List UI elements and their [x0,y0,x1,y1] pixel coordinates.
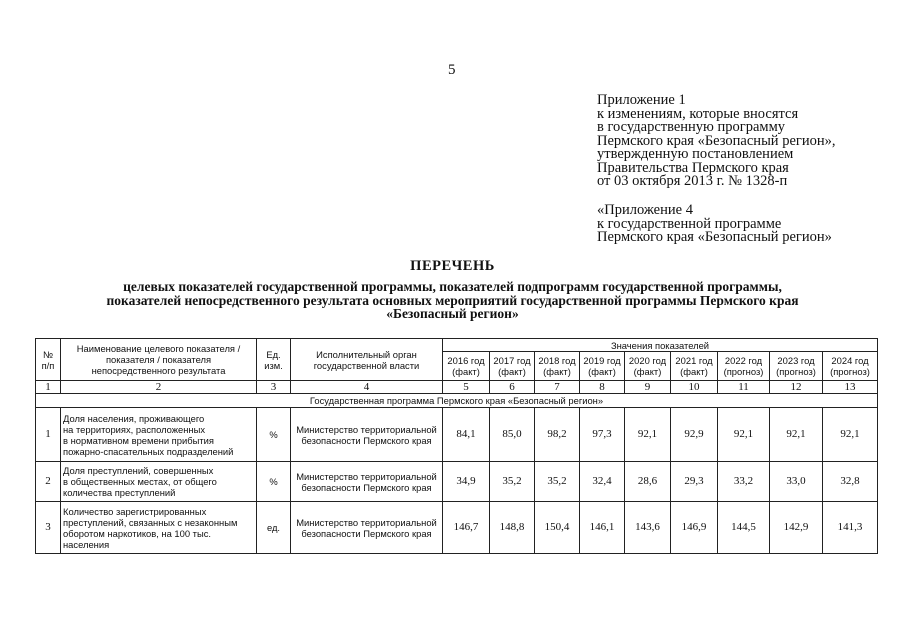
year-label: 2018 год [538,355,576,366]
header-executor [291,339,443,381]
year-label: 2017 год [493,355,531,366]
subtitle-line: показателей непосредственного результата основных мероприятий государственной программы Пермского края [106,292,799,308]
year-label: 2019 год [583,355,621,366]
indicator-name-line: пожарно-спасательных подразделений [63,445,234,457]
column-index: 3 [257,381,291,394]
column-index-row [36,381,878,394]
header-year [443,352,490,381]
column-index: 5 [443,381,490,394]
year-label: 2022 год [724,355,763,366]
header-values-group: Значения показателей [443,339,878,352]
value-cell: 144,5 [718,502,770,554]
executor-line: Министерство территориальной [296,423,437,435]
year-kind: (прогноз) [723,366,764,377]
column-index: 8 [580,381,625,394]
year-kind: (факт) [680,366,708,377]
unit-cell: ед. [257,502,291,554]
value-cell: 143,6 [625,502,671,554]
value-cell: 92,1 [625,408,671,462]
document-title: ПЕРЕЧЕНЬ [410,258,495,274]
year-kind: (прогноз) [830,366,870,377]
column-index: 11 [718,381,770,394]
year-label: 2021 год [675,355,713,366]
value-cell: 33,0 [770,462,823,502]
value-cell: 35,2 [535,462,580,502]
executor-line: Министерство территориальной [296,516,437,528]
indicator-name-line: количества преступлений [63,487,176,498]
indicator-name-line: оборотом наркотиков, на 100 тыс. [63,527,211,539]
value-cell: 92,1 [823,408,878,462]
header-row [36,339,878,352]
appendix-4-line: к государственной программе [597,215,782,232]
appendix-1-line: утвержденную постановлением [597,146,794,162]
value-cell: 34,9 [443,462,490,502]
value-cell: 33,2 [718,462,770,502]
year-kind: (факт) [588,366,616,377]
value-cell: 146,9 [671,502,718,554]
value-cell: 84,1 [443,408,490,462]
year-label: 2016 год [447,355,485,366]
header-year [770,352,823,381]
header-year [625,352,671,381]
header-executor-line: Исполнительный орган [316,348,417,360]
indicator-name-line: преступлений, связанных с незаконным [63,516,238,528]
value-cell: 29,3 [671,462,718,502]
value-cell: 98,2 [535,408,580,462]
value-cell: 92,1 [718,408,770,462]
executor-cell [291,408,443,462]
value-cell: 146,7 [443,502,490,554]
header-unit-line: изм. [264,359,283,371]
year-kind: (факт) [543,366,571,377]
appendix-4-line: Пермского края «Безопасный регион» [597,229,832,245]
row-number: 1 [36,408,61,462]
header-unit [257,339,291,381]
year-kind: (факт) [633,366,662,377]
column-index: 12 [770,381,823,394]
value-cell: 146,1 [580,502,625,554]
header-num-line: № [42,348,54,360]
executor-cell [291,462,443,502]
year-label: 2020 год [628,355,667,366]
header-year [823,352,878,381]
year-label: 2024 год [831,355,869,366]
executor-cell [291,502,443,554]
column-index: 2 [61,381,257,394]
value-cell: 32,8 [823,462,878,502]
column-index: 9 [625,381,671,394]
table-row [36,502,878,554]
indicator-name [61,408,257,462]
header-name-line: показателя / показателя [105,354,212,365]
appendix-1-line: от 03 октября 2013 г. № 1328-п [597,173,788,189]
column-index: 7 [535,381,580,394]
appendix-1-line: Правительства Пермского края [597,159,789,176]
value-cell: 35,2 [490,462,535,502]
header-name [61,339,257,381]
header-year [671,352,718,381]
document-subtitle [0,280,905,321]
row-number: 3 [36,502,61,554]
appendix-4-line: «Приложение 4 [597,202,693,218]
header-name-line: Наименование целевого показателя / [76,343,241,354]
value-cell: 28,6 [625,462,671,502]
value-cell: 97,3 [580,408,625,462]
value-cell: 85,0 [490,408,535,462]
executor-line: безопасности Пермского края [301,481,432,493]
indicator-name-line: в общественных местах, от общего [63,476,217,487]
value-cell: 148,8 [490,502,535,554]
executor-line: Министерство территориальной [296,470,437,482]
header-executor-line: государственной власти [313,359,420,371]
appendix-4-block [597,204,832,245]
value-cell: 141,3 [823,502,878,554]
column-index: 10 [671,381,718,394]
value-cell: 92,1 [770,408,823,462]
header-num-line: п/п [41,359,55,371]
indicator-name-line: Количество зарегистрированных [63,505,207,517]
indicator-name [61,462,257,502]
indicator-name-line: в нормативном времени прибытия [63,434,214,446]
year-kind: (факт) [452,366,480,377]
subtitle-line: «Безопасный регион» [386,306,519,321]
year-label: 2023 год [777,355,815,366]
value-cell: 150,4 [535,502,580,554]
indicator-name-line: Доля преступлений, совершенных [63,465,214,476]
year-kind: (прогноз) [776,366,816,377]
section-title: Государственная программа Пермского края «Безопасный регион» [36,394,878,408]
column-index: 1 [36,381,61,394]
indicator-name-line: на территориях, расположенных [63,423,206,435]
indicator-name [61,502,257,554]
header-year [580,352,625,381]
column-index: 13 [823,381,878,394]
executor-line: безопасности Пермского края [301,527,432,539]
header-unit-line: Ед. [266,348,281,360]
subtitle-line: целевых показателей государственной программы, показателей подпрограмм государственной программы, [123,279,782,294]
year-kind: (факт) [498,366,526,377]
unit-cell: % [257,462,291,502]
executor-line: безопасности Пермского края [301,434,432,446]
row-number: 2 [36,462,61,502]
header-num [36,339,61,381]
unit-cell: % [257,408,291,462]
indicator-name-line: населения [63,538,110,550]
appendix-1-line: в государственную программу [597,119,786,135]
indicators-table [35,338,878,554]
appendix-1-line: Приложение 1 [597,92,686,108]
appendix-1-block [597,94,835,189]
appendix-1-line: к изменениям, которые вносятся [597,105,799,122]
table-row [36,462,878,502]
header-name-line: непосредственного результата [91,365,226,376]
header-year [718,352,770,381]
header-year [535,352,580,381]
value-cell: 92,9 [671,408,718,462]
section-row [36,394,878,408]
page-number: 5 [448,62,456,78]
header-year [490,352,535,381]
column-index: 6 [490,381,535,394]
value-cell: 142,9 [770,502,823,554]
appendix-1-line: Пермского края «Безопасный регион», [597,132,836,149]
indicator-name-line: Доля населения, проживающего [63,412,205,424]
table-row [36,408,878,462]
column-index: 4 [291,381,443,394]
value-cell: 32,4 [580,462,625,502]
